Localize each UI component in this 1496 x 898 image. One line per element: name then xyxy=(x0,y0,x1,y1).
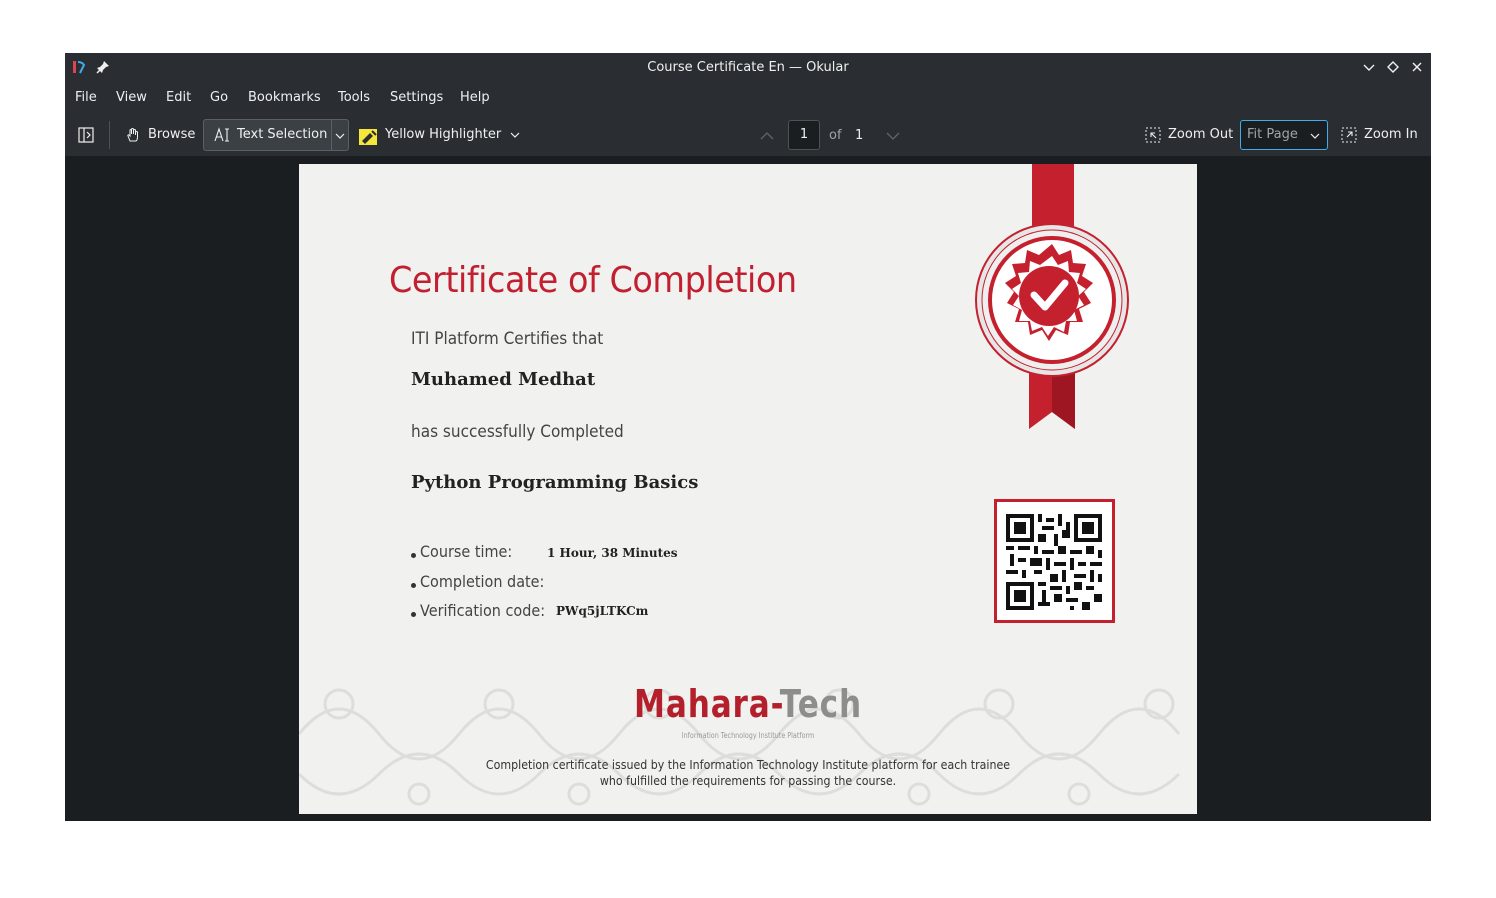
toolbar-separator xyxy=(109,121,110,149)
certificate-title: Certificate of Completion xyxy=(389,260,797,301)
menu-help[interactable]: Help xyxy=(460,90,490,105)
logo-tech: Tech xyxy=(779,682,862,726)
certifies-text: ITI Platform Certifies that xyxy=(411,329,604,349)
menu-bookmarks[interactable]: Bookmarks xyxy=(248,90,321,105)
footer-line-1: Completion certificate issued by the Information Technology Institute platform for each trainee xyxy=(485,758,1011,772)
zoom-in-label: Zoom In xyxy=(1364,127,1418,142)
course-time-label: Course time: xyxy=(420,542,513,561)
recipient-name: Muhamed Medhat xyxy=(411,369,596,390)
main-toolbar xyxy=(65,113,1431,157)
page-total: 1 xyxy=(855,128,864,143)
award-seal-icon xyxy=(971,164,1131,434)
close-icon[interactable] xyxy=(1409,59,1425,75)
chevron-down-icon[interactable] xyxy=(509,129,521,141)
bullet xyxy=(411,583,416,588)
zoom-out-label: Zoom Out xyxy=(1168,127,1234,142)
completed-text: has successfully Completed xyxy=(411,422,624,442)
menu-bar xyxy=(65,82,1431,113)
text-selection-label: Text Selection xyxy=(237,127,328,142)
browse-label: Browse xyxy=(148,127,196,142)
chevron-down-icon xyxy=(1309,130,1321,142)
maximize-icon[interactable] xyxy=(1385,59,1401,75)
menu-file[interactable]: File xyxy=(75,90,97,105)
verification-code-value: PWq5jLTKCm xyxy=(556,604,649,618)
course-time-value: 1 Hour, 38 Minutes xyxy=(547,546,678,560)
zoom-in-button[interactable] xyxy=(1339,119,1423,151)
browse-button[interactable] xyxy=(123,119,197,151)
qr-code-frame xyxy=(994,499,1115,623)
logo-dash: - xyxy=(770,682,780,726)
logo-mahara: Mahara xyxy=(634,682,771,726)
text-cursor-icon xyxy=(214,127,230,143)
zoom-out-button[interactable] xyxy=(1143,119,1235,151)
bullet xyxy=(411,553,416,558)
minimize-icon[interactable] xyxy=(1361,59,1377,75)
mahara-tech-logo xyxy=(380,682,1116,726)
menu-settings[interactable]: Settings xyxy=(390,90,444,105)
qr-code-icon xyxy=(1006,514,1102,610)
zoom-level-select[interactable] xyxy=(1240,120,1328,150)
completion-date-label: Completion date: xyxy=(420,572,545,591)
footer-line-2: who fulfilled the requirements for passing the course. xyxy=(599,774,897,788)
window-title: Course Certificate En — Okular xyxy=(647,60,849,75)
title-bar xyxy=(65,53,1431,82)
sidebar-toggle-button[interactable] xyxy=(75,125,95,145)
menu-edit[interactable]: Edit xyxy=(166,90,192,105)
next-page-icon[interactable] xyxy=(885,128,901,144)
chevron-down-icon[interactable] xyxy=(334,130,346,142)
yellow-highlighter-button[interactable] xyxy=(357,119,527,151)
yellow-highlighter-label: Yellow Highlighter xyxy=(385,127,502,142)
previous-page-icon[interactable] xyxy=(759,128,775,144)
menu-tools[interactable]: Tools xyxy=(338,90,371,105)
sidebar-toggle-icon xyxy=(78,127,94,143)
text-selection-button[interactable] xyxy=(203,119,349,151)
document-viewport[interactable] xyxy=(65,158,1431,821)
certificate-page xyxy=(299,164,1197,814)
page-of-label: of xyxy=(829,128,842,143)
verification-code-label: Verification code: xyxy=(420,601,546,620)
hand-icon xyxy=(125,127,141,143)
zoom-out-icon xyxy=(1145,127,1161,143)
highlighter-icon xyxy=(359,127,379,145)
logo-subtitle: Information Technology Institute Platform xyxy=(681,731,815,740)
page-number-input[interactable]: 1 xyxy=(788,120,820,150)
split-divider xyxy=(331,120,332,150)
okular-window xyxy=(65,53,1431,821)
course-name: Python Programming Basics xyxy=(411,472,699,493)
zoom-level-value: Fit Page xyxy=(1247,127,1298,142)
menu-view[interactable]: View xyxy=(116,90,147,105)
menu-go[interactable]: Go xyxy=(210,90,229,105)
zoom-in-icon xyxy=(1341,127,1357,143)
bullet xyxy=(411,612,416,617)
